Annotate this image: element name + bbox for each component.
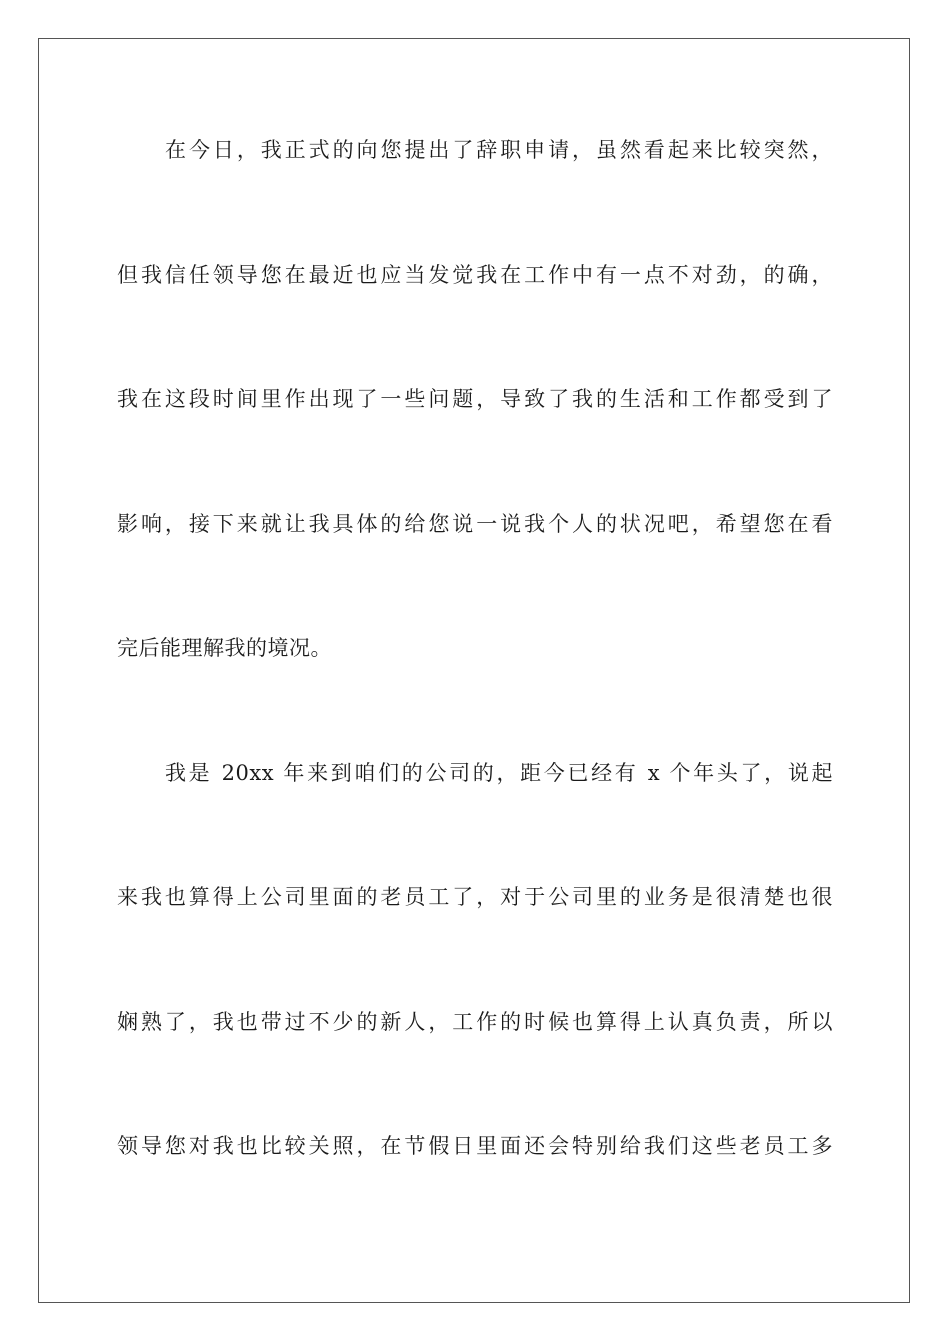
text-line: 但我信任领导您在最近也应当发觉我在工作中有一点不对劲，的确， <box>117 263 833 287</box>
text-line: 我在这段时间里作出现了一些问题，导致了我的生活和工作都受到了 <box>117 387 833 411</box>
page-frame <box>38 38 910 1303</box>
text-line: 我是 20xx 年来到咱们的公司的，距今已经有 x 个年头了，说起 <box>165 761 833 785</box>
text-line: 在今日，我正式的向您提出了辞职申请，虽然看起来比较突然， <box>165 138 833 162</box>
text-line: 娴熟了，我也带过不少的新人，工作的时候也算得上认真负责，所以 <box>117 1010 833 1034</box>
text-line: 来我也算得上公司里面的老员工了，对于公司里的业务是很清楚也很 <box>117 885 833 909</box>
text-line: 领导您对我也比较关照，在节假日里面还会特别给我们这些老员工多 <box>117 1134 833 1158</box>
text-line: 完后能理解我的境况。 <box>117 636 332 660</box>
text-line: 影响，接下来就让我具体的给您说一说我个人的状况吧，希望您在看 <box>117 512 833 536</box>
